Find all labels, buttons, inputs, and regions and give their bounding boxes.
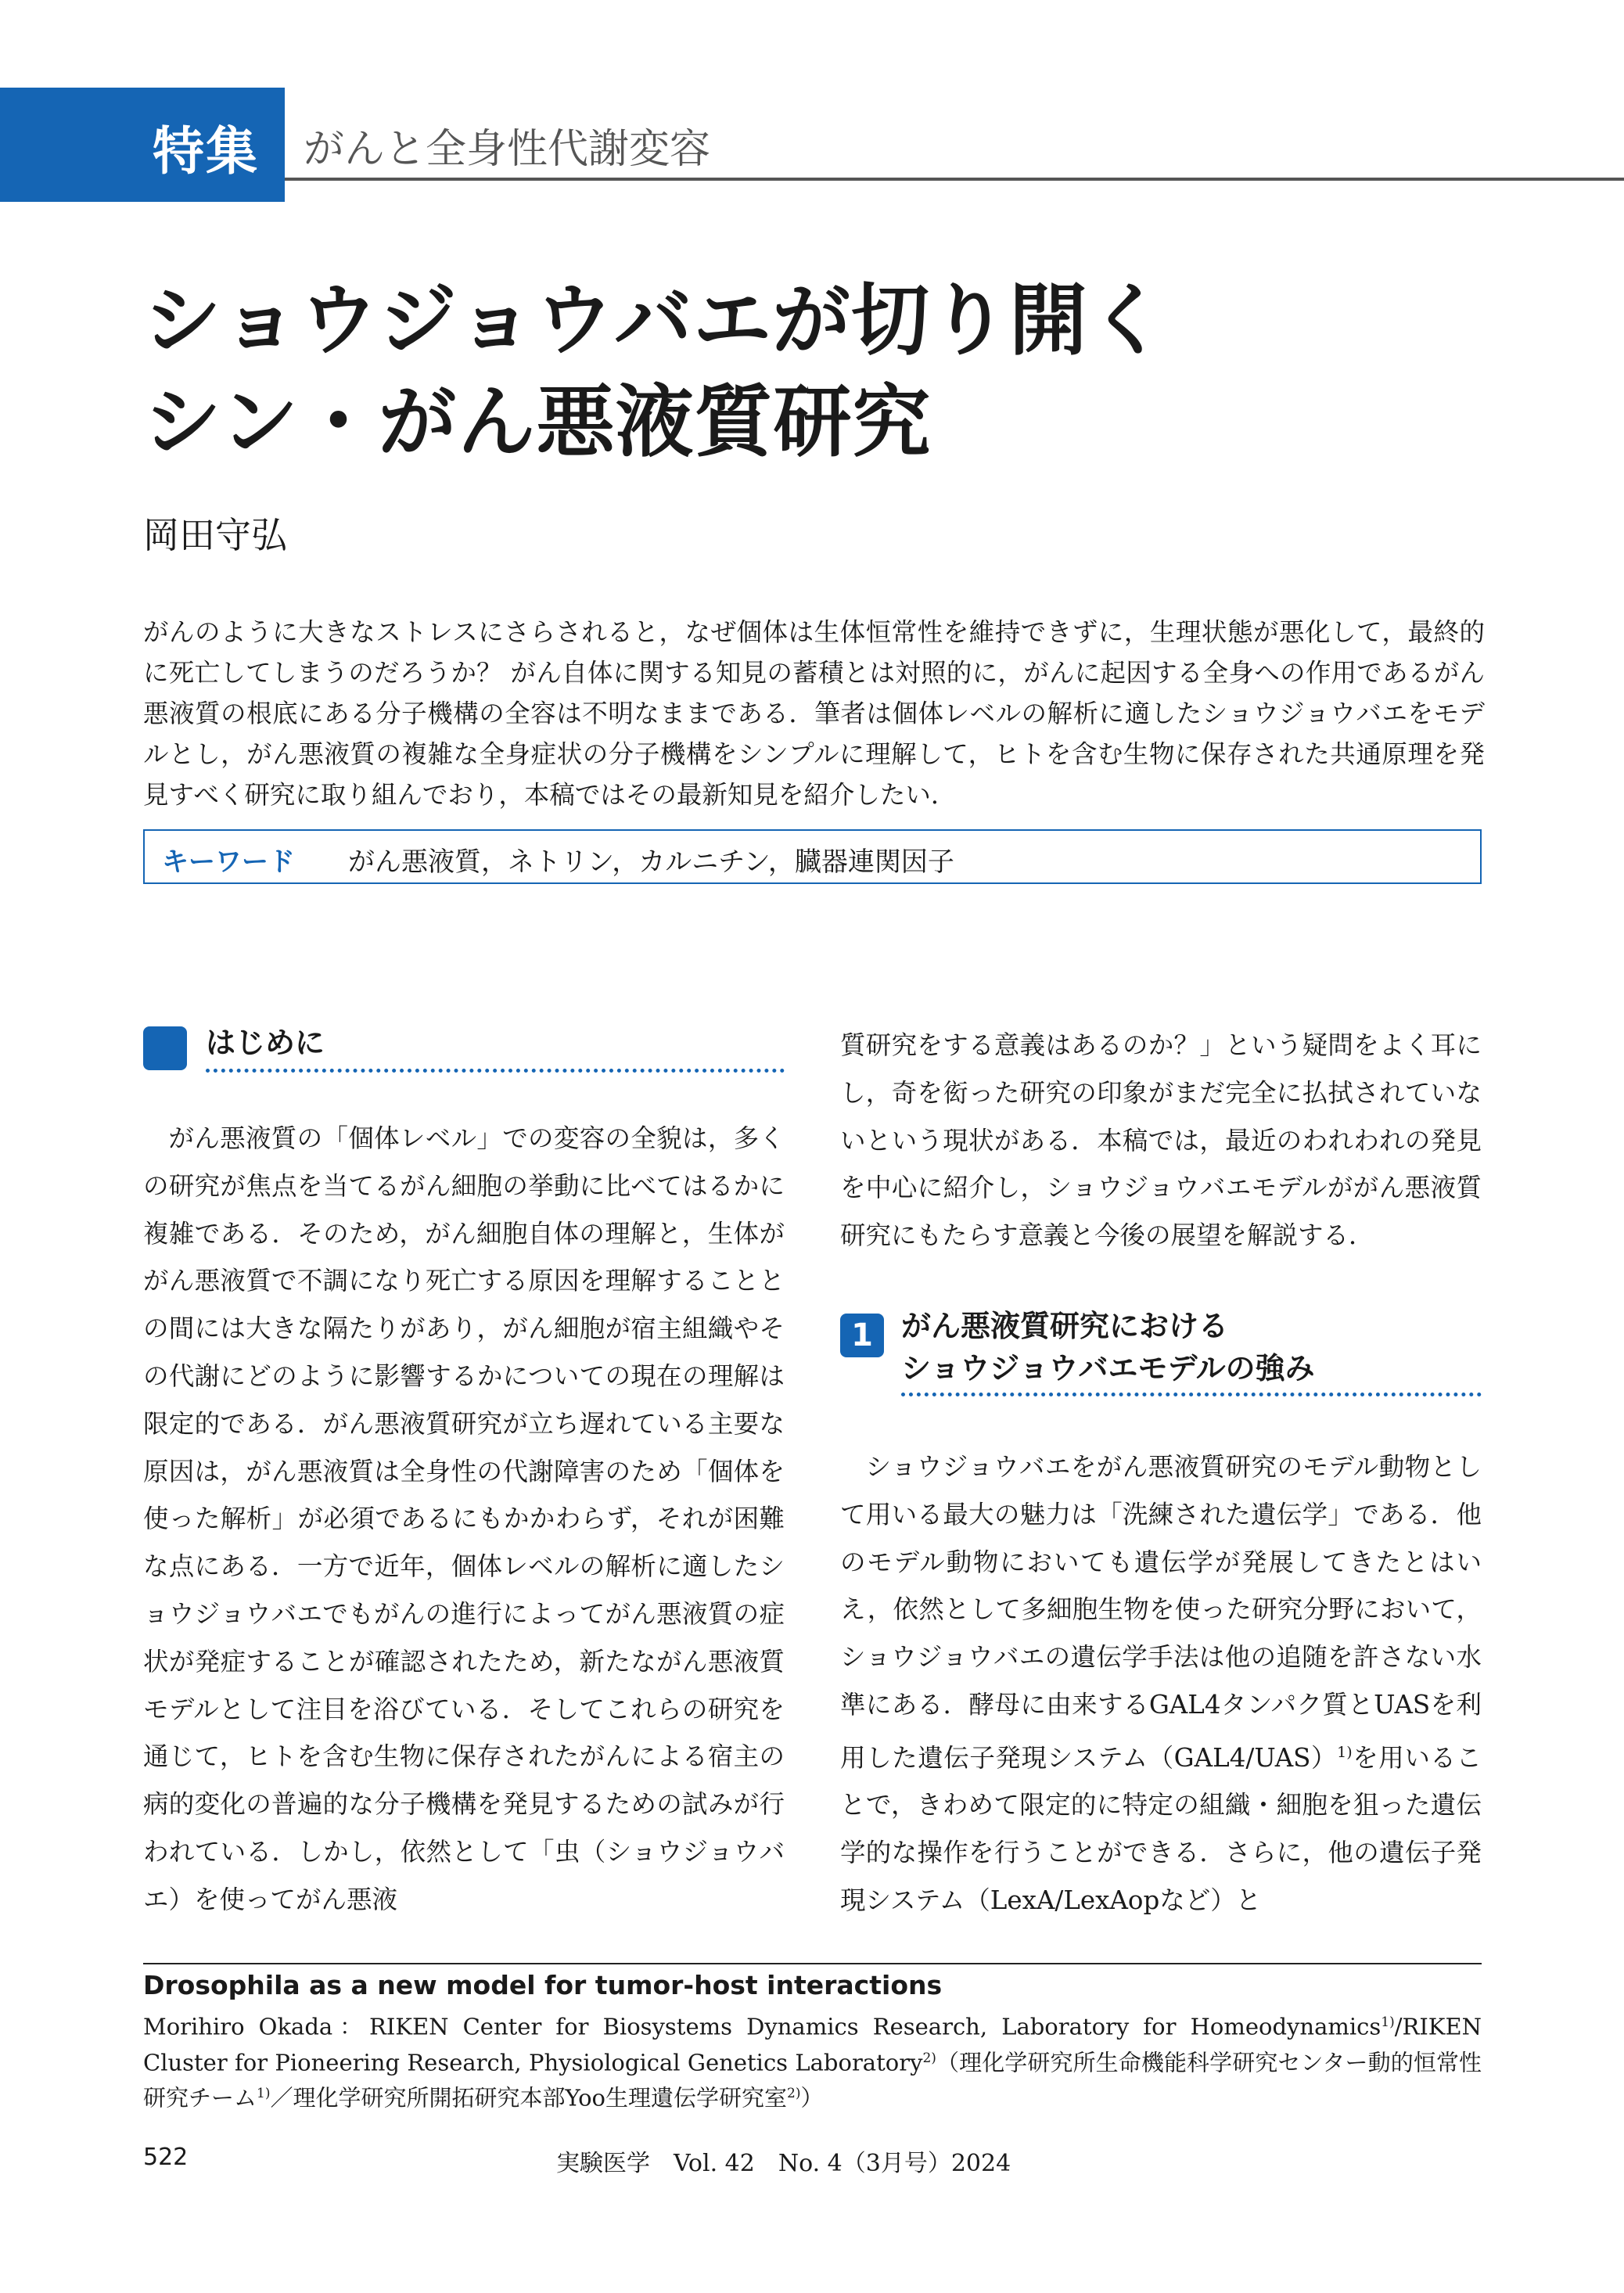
section-1-text-b: を用いることで，きわめて限定的に特定の組織・細胞を狙った遺伝学的な操作を行うことができる．さらに，他の遺伝子発現システム（LexA/LexAopなど）と [840, 1742, 1482, 1915]
affiliation-ref-4: 2) [787, 2086, 801, 2102]
english-title: Drosophila as a new model for tumor-host interactions [143, 1970, 943, 2000]
feature-title: がんと全身性代謝変容 [304, 126, 711, 173]
intro-paragraph: がん悪液質の「個体レベル」での変容の全貌は，多くの研究が焦点を当てるがん細胞の挙動に比べてはるかに複雑である．そのため，がん細胞自体の理解と，生体ががん悪液質で不調になり死亡する原因を理解することとの間には大きな隔たりがあり，がん細胞が宿主組織やその代謝にどのように影響するかについての現在の理解は限定的である．がん悪液質研究が立ち遅れている主要な原因は，がん悪液質は全身性の代謝障害のため「個体を使った解析」が必須であるにもかかわらず，それが困難な点にある．一方で近年，個体レベルの解析に適したショウジョウバエでもがんの進行によってがん悪液質の症状が発症することが確認されたため，新たながん悪液質モデルとして注目を浴びている．そしてこれらの研究を通じて，ヒトを含む生物に保存されたがんによる宿主の病的変化の普遍的な分子機構を発見するための試みが行われている．しかし，依然として「虫（ショウジョウバエ）を使ってがん悪液 [143, 1123, 785, 1914]
article-title-line-1: ショウジョウバエが切り開く [143, 275, 1167, 366]
section-1-number-box [840, 1314, 884, 1357]
section-1-paragraph [840, 1443, 1482, 1925]
section-1-heading-line-2: ショウジョウバエモデルの強み [901, 1351, 1315, 1386]
section-1-heading-underline [901, 1393, 1482, 1396]
affiliation-text-1: Morihiro Okada：RIKEN Center for Biosystems Dynamics Research, Laboratory for Homeodynamics [143, 2013, 1381, 2040]
affiliation-text-3: （理化学研究所生命機能科学研究センター動的恒常性研究チーム [143, 2049, 1482, 2112]
feature-label: 特集 [153, 121, 259, 181]
section-1-heading-line-1: がん悪液質研究における [901, 1309, 1229, 1343]
section-1-number: 1 [851, 1317, 873, 1353]
intro-heading: はじめに [206, 1026, 325, 1060]
author-affiliation [143, 2007, 1482, 2114]
section-1-heading [901, 1305, 1315, 1389]
article-title-line-2: シン・がん悪液質研究 [143, 376, 932, 468]
intro-heading-underline [206, 1069, 785, 1073]
keywords-box [143, 829, 1482, 884]
affiliation-ref-1: 1) [1381, 2014, 1395, 2030]
affiliation-text-5: ） [800, 2084, 824, 2112]
keywords-label: キーワード [162, 846, 295, 878]
keywords-list: がん悪液質，ネトリン，カルニチン，臓器連関因子 [348, 846, 954, 878]
affiliation-ref-3: 1) [257, 2086, 271, 2102]
page-number: 522 [143, 2144, 189, 2171]
abstract: がんのように大きなストレスにさらされると，なぜ個体は生体恒常性を維持できずに，生理状態が悪化して，最終的に死亡してしまうのだろうか？ がん自体に関する知見の蓄積とは対照的に，がんに起因する全身への作用であるがん悪液質の根底にある分子機構の全容は不明なままである．筆者は個体レベルの解析に適したショウジョウバエをモデルとし，がん悪液質の複雑な全身症状の分子機構をシンプルに理解して，ヒトを含む生物に保存された共通原理を発見すべく研究に取り組んでおり，本稿ではその最新知見を紹介したい． [143, 617, 1485, 810]
footnote-rule [143, 1963, 1482, 1964]
affiliation-text-4: ／理化学研究所開拓研究本部Yoo生理遺伝学研究室 [270, 2084, 788, 2112]
article-title [143, 270, 1167, 473]
journal-citation: 実験医学 Vol. 42 No. 4（3月号）2024 [556, 2150, 1011, 2177]
section-1-text-a: ショウジョウバエをがん悪液質研究のモデル動物として用いる最大の魅力は「洗練された遺伝学」である．他のモデル動物においても遺伝学が発展してきたとはいえ，依然として多細胞生物を使った研究分野において，ショウジョウバエの遺伝学手法は他の追随を許さない水準にある．酵母に由来するGAL4タンパク質とUASを利用した遺伝子発現システム（GAL4/UAS） [840, 1452, 1482, 1773]
section-1-ref-1: 1) [1337, 1743, 1353, 1761]
feature-label-block [0, 88, 285, 202]
author-name: 岡田守弘 [143, 514, 287, 556]
intro-heading-square-icon [143, 1026, 187, 1070]
affiliation-ref-2: 2) [922, 2050, 936, 2066]
header-rule [285, 178, 1624, 181]
affiliation-text-2: /RIKEN Cluster for Pioneering Research, Physiological Genetics Laboratory [143, 2013, 1482, 2076]
intro-paragraph-continued: 質研究をする意義はあるのか？」という疑問をよく耳にし，奇を衒った研究の印象がまだ完全に払拭されていないという現状がある．本稿では，最近のわれわれの発見を中心に紹介し，ショウジョウバエモデルががん悪液質研究にもたらす意義と今後の展望を解説する． [840, 1030, 1482, 1251]
